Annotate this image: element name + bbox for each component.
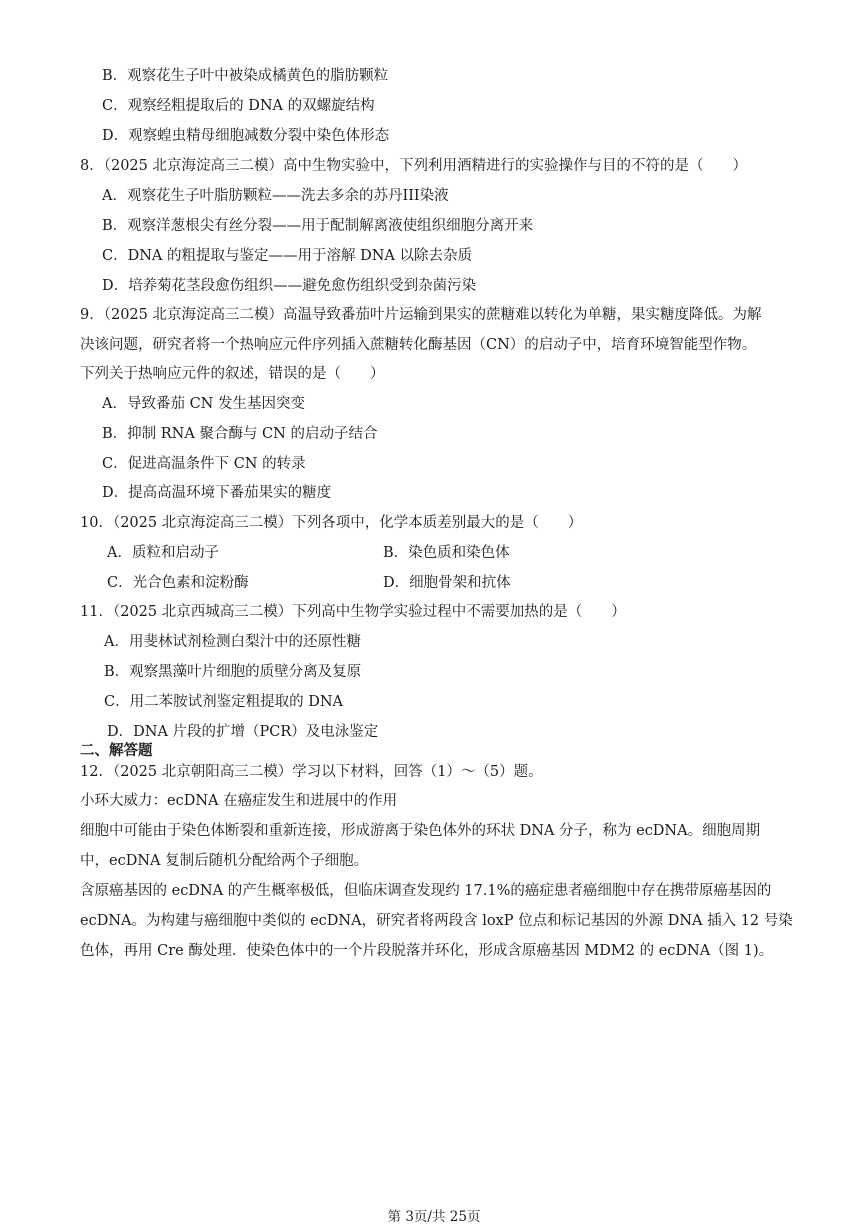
page-footer: 第 3页/共 25页 — [387, 1209, 481, 1225]
q10-option-c: C．光合色素和淀粉酶 — [107, 575, 249, 591]
q11-option-c: C．用二苯胺试剂鉴定粗提取的 DNA — [104, 694, 343, 710]
q11-option-d: D．DNA 片段的扩增（PCR）及电泳鉴定 — [107, 724, 379, 740]
q10-option-a: A．质粒和启动子 — [107, 545, 219, 561]
question-9-line3: 下列关于热响应元件的叙述，错误的是（ ） — [80, 366, 385, 382]
paragraph-2-line1: 含原癌基因的 ecDNA 的产生概率极低，但临床调查发现约 17.1%的癌症患者癌细胞中存在携带原癌基因的 — [80, 883, 772, 899]
section-heading: 二、解答题 — [80, 742, 153, 759]
q11-option-b: B．观察黑藻叶片细胞的质壁分离及复原 — [104, 664, 362, 680]
paragraph-1-line1: 细胞中可能由于染色体断裂和重新连接，形成游离于染色体外的环状 DNA 分子，称为 ecDNA。细胞周期 — [80, 823, 761, 839]
option-c-line: C．观察经粗提取后的 DNA 的双螺旋结构 — [102, 98, 375, 114]
question-8: 8．（2025 北京海淀高三二模）高中生物实验中，下列利用酒精进行的实验操作与目的不符的是（ ） — [80, 158, 747, 174]
option-b-line: B．观察花生子叶中被染成橘黄色的脂肪颗粒 — [102, 68, 389, 84]
q9-option-c: C．促进高温条件下 CN 的转录 — [102, 456, 306, 472]
question-9-line1: 9．（2025 北京海淀高三二模）高温导致番茄叶片运输到果实的蔗糖难以转化为单糖，果实糖度降低。为解 — [80, 307, 762, 323]
question-12: 12．（2025 北京朝阳高三二模）学习以下材料，回答（1）～（5）题。 — [80, 764, 543, 780]
question-9-line2: 决该问题，研究者将一个热响应元件序列插入蔗糖转化酶基因（CN）的启动子中，培育环境智能型作物。 — [80, 337, 757, 353]
q8-option-b: B．观察洋葱根尖有丝分裂——用于配制解离液使组织细胞分离开来 — [102, 218, 534, 234]
q11-option-a: A．用斐林试剂检测白梨汁中的还原性糖 — [104, 634, 361, 650]
q10-option-b: B．染色质和染色体 — [383, 545, 510, 561]
q8-option-d: D．培养菊花茎段愈伤组织——避免愈伤组织受到杂菌污染 — [102, 278, 477, 294]
option-d-line: D．观察蝗虫精母细胞减数分裂中染色体形态 — [102, 128, 390, 144]
article-title: 小环大威力：ecDNA 在癌症发生和进展中的作用 — [80, 793, 398, 809]
q10-option-d: D．细胞骨架和抗体 — [383, 575, 511, 591]
paragraph-1-line2: 中，ecDNA 复制后随机分配给两个子细胞。 — [80, 853, 369, 869]
question-11: 11．（2025 北京西城高三二模）下列高中生物学实验过程中不需要加热的是（ ） — [80, 604, 626, 620]
paragraph-2-line3: 色体，再用 Cre 酶处理．使染色体中的一个片段脱落并环化，形成含原癌基因 MDM2 的 ecDNA（图 1)。 — [80, 943, 774, 959]
q9-option-b: B．抑制 RNA 聚合酶与 CN 的启动子结合 — [102, 426, 378, 442]
paragraph-2-line2: ecDNA。为构建与癌细胞中类似的 ecDNA，研究者将两段含 loxP 位点和标记基因的外源 DNA 插入 12 号染 — [80, 913, 793, 929]
q9-option-a: A．导致番茄 CN 发生基因突变 — [102, 396, 305, 412]
q8-option-a: A．观察花生子叶脂肪颗粒——洗去多余的苏丹III染液 — [102, 188, 449, 204]
q9-option-d: D．提高高温环境下番茄果实的糖度 — [102, 485, 332, 501]
question-10: 10．（2025 北京海淀高三二模）下列各项中，化学本质差别最大的是（ ） — [80, 515, 583, 531]
q8-option-c: C．DNA 的粗提取与鉴定——用于溶解 DNA 以除去杂质 — [102, 248, 472, 264]
